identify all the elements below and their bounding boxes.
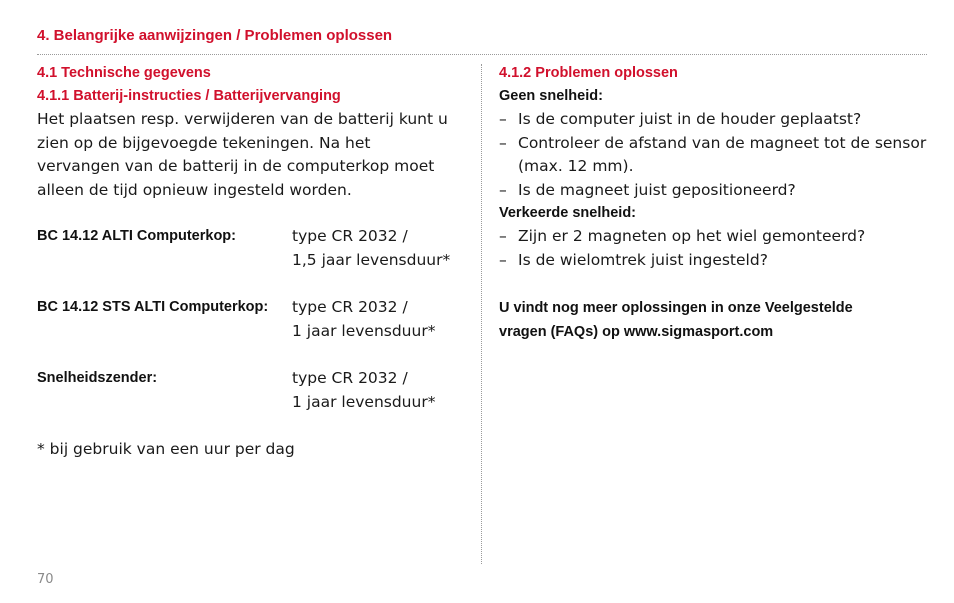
list-item [499, 225, 929, 249]
spec-row [37, 296, 467, 343]
spec-value [292, 225, 450, 272]
spec-label: BC 14.12 ALTI Computerkop: [37, 228, 236, 244]
dash-bullet: – [499, 250, 507, 269]
right-column [499, 62, 929, 344]
dash-bullet: – [499, 180, 507, 199]
problem-list [499, 225, 929, 272]
section-title: 4.1 Technische gegevens [37, 65, 211, 81]
list-item [499, 108, 929, 132]
problem-list [499, 108, 929, 202]
spec-value-line: type CR 2032 / [292, 298, 408, 316]
section-title: 4.1.2 Problemen oplossen [499, 65, 678, 81]
spec-label: Snelheidszender: [37, 370, 158, 386]
dash-bullet: – [499, 227, 507, 245]
spec-value-line: 1,5 jaar levensduur* [292, 250, 451, 269]
footnote: * bij gebruik van een uur per dag [37, 440, 295, 458]
intro-paragraph: Het plaatsen resp. verwijderen van de batterij kunt u zien op de bijgevoegde tekeningen. Na het vervangen van de batterij in de computerkop moet alleen de tijd opnieuw ingesteld worden. [37, 110, 448, 199]
list-item [499, 132, 929, 179]
list-item-text: Is de wielomtrek juist ingesteld? [518, 250, 768, 269]
problem-heading: Geen snelheid: [499, 88, 603, 104]
spec-row [37, 367, 467, 414]
spec-value [292, 296, 435, 343]
list-item-text: Zijn er 2 magneten op het wiel gemonteerd? [518, 227, 866, 245]
spec-value-line: 1 jaar levensduur* [292, 321, 436, 340]
closing-note: U vindt nog meer oplossingen in onze Veelgestelde vragen (FAQs) op www.sigmasport.com [499, 300, 853, 340]
spec-label: BC 14.12 STS ALTI Computerkop: [37, 299, 269, 315]
list-item [499, 249, 929, 273]
spec-value-line: type CR 2032 / [292, 227, 408, 245]
column-divider [481, 64, 482, 564]
page-heading: 4. Belangrijke aanwijzingen / Problemen oplossen [37, 27, 393, 44]
list-item-text: Is de computer juist in de houder geplaatst? [518, 110, 862, 128]
spec-value-line: type CR 2032 / [292, 369, 408, 387]
subsection-title: 4.1.1 Batterij-instructies / Batterijvervanging [37, 88, 341, 104]
page-number: 70 [37, 572, 54, 587]
dash-bullet: – [499, 133, 507, 152]
list-item-text: Controleer de afstand van de magneet tot de sensor (max. 12 mm). [518, 133, 927, 175]
dash-bullet: – [499, 110, 507, 128]
spec-value [292, 367, 435, 414]
list-item-text: Is de magneet juist gepositioneerd? [518, 180, 796, 199]
problem-heading: Verkeerde snelheid: [499, 205, 637, 221]
left-column [37, 62, 467, 462]
spec-row [37, 225, 467, 272]
header-divider [37, 54, 927, 55]
spec-value-line: 1 jaar levensduur* [292, 392, 436, 411]
list-item [499, 179, 929, 203]
